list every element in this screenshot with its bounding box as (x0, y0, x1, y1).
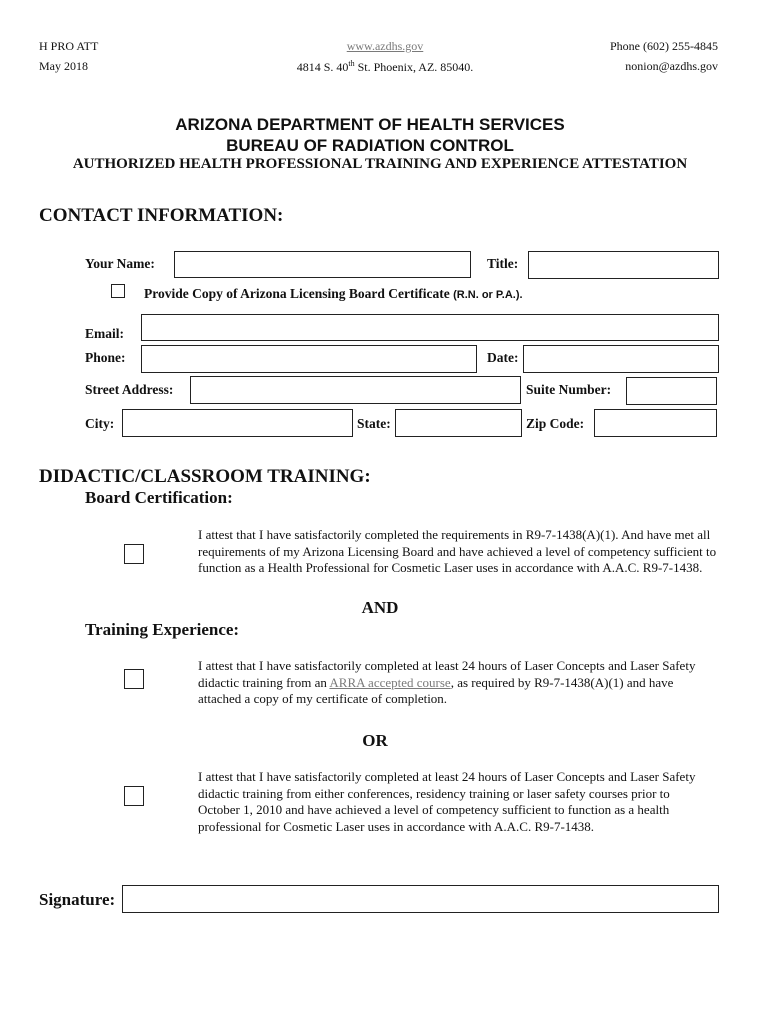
your-name-field[interactable] (174, 251, 471, 278)
form-title: AUTHORIZED HEALTH PROFESSIONAL TRAINING AND EXPERIENCE ATTESTATION (72, 156, 688, 172)
or-label: OR (362, 731, 388, 750)
state-field[interactable] (395, 409, 522, 437)
city-field[interactable] (122, 409, 353, 437)
website-link[interactable]: www.azdhs.gov (346, 39, 424, 53)
zip-label: Zip Code: (526, 416, 585, 431)
address: 4814 S. 40th St. Phoenix, AZ. 85040. (296, 59, 474, 74)
form-code: H PRO ATT (39, 39, 99, 53)
contact-email: nonion@azdhs.gov (625, 59, 718, 73)
signature-label: Signature: (39, 890, 116, 909)
zip-code-field[interactable] (594, 409, 717, 437)
board-certification-checkbox[interactable] (124, 544, 144, 564)
certificate-checkbox[interactable] (111, 284, 125, 298)
email-label: Email: (85, 326, 124, 341)
city-label: City: (85, 416, 115, 431)
email-field[interactable] (141, 314, 719, 341)
training-experience-text: I attest that I have satisfactorily completed at least 24 hours of Laser Concepts and Laser Safety didactic training from an ARRA accepted course, as required by R9-7-1438(A)(1) and have attached a copy of my certificate of completion. (198, 658, 696, 706)
suite-number-field[interactable] (626, 377, 717, 405)
signature-field[interactable] (122, 885, 719, 913)
contact-heading: CONTACT INFORMATION: (39, 205, 284, 226)
certificate-note: Provide Copy of Arizona Licensing Board Certificate (R.N. or P.A.). (144, 286, 523, 301)
board-certification-heading: Board Certification: (85, 488, 233, 507)
training-experience-heading: Training Experience: (85, 620, 240, 639)
form-date: May 2018 (39, 59, 88, 73)
your-name-label: Your Name: (85, 256, 155, 271)
and-label: AND (361, 598, 399, 617)
board-certification-text: I attest that I have satisfactorily completed the requirements in R9-7-1438(A)(1). And have met all requirements of my Arizona Licensing Board and have achieved a level of competency sufficient to function as a Health Professional for Cosmetic Laser uses in accordance with A.A.C. R9-7-1438. (198, 527, 717, 575)
phone-number: Phone (602) 255-4845 (610, 39, 718, 53)
alternate-training-text: I attest that I have satisfactorily completed at least 24 hours of Laser Concepts and Laser Safety didactic training from either conferences, residency training or laser safety courses prior to October 1, 2010 and have achieved a level of competency sufficient to function as a health professional for Cosmetic Laser uses in accordance with A.A.C. R9-7-1438. (198, 769, 696, 834)
date-field[interactable] (523, 345, 719, 373)
department-title: ARIZONA DEPARTMENT OF HEALTH SERVICES (175, 115, 565, 134)
title-label: Title: (487, 256, 519, 271)
street-label: Street Address: (85, 382, 174, 397)
date-label: Date: (487, 350, 519, 365)
suite-label: Suite Number: (526, 382, 612, 397)
bureau-title: BUREAU OF RADIATION CONTROL (226, 136, 514, 155)
alternate-training-checkbox[interactable] (124, 786, 144, 806)
arra-course-link[interactable]: ARRA accepted course (329, 674, 451, 690)
training-heading: DIDACTIC/CLASSROOM TRAINING: (39, 466, 371, 487)
training-experience-checkbox[interactable] (124, 669, 144, 689)
street-address-field[interactable] (190, 376, 521, 404)
state-label: State: (357, 416, 391, 431)
phone-label: Phone: (85, 350, 126, 365)
title-field[interactable] (528, 251, 719, 279)
phone-field[interactable] (141, 345, 477, 373)
